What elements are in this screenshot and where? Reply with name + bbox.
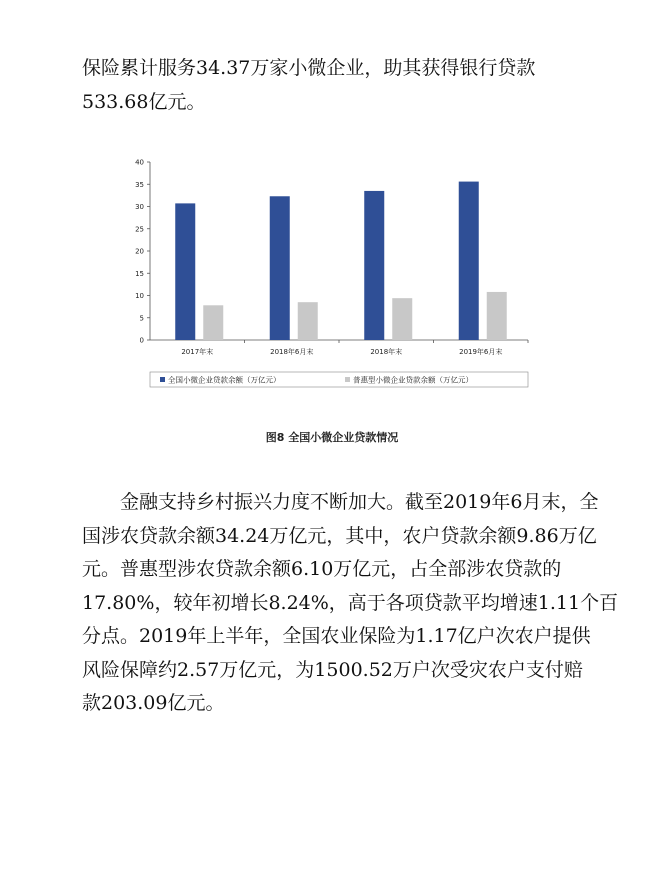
y-tick-label: 10	[135, 292, 144, 300]
paragraph-line: 17.80%，较年初增长8.24%，高于各项贷款平均增速1.11个百	[82, 591, 619, 614]
legend-label: 全国小微企业贷款余额（万亿元）	[168, 375, 281, 385]
legend-swatch	[160, 377, 165, 382]
y-tick-label: 25	[135, 225, 144, 234]
y-tick-label: 0	[139, 336, 144, 345]
y-tick-label: 15	[135, 269, 144, 278]
intro-paragraph	[82, 52, 582, 119]
x-tick-label: 2019年6月末	[459, 348, 503, 356]
y-tick-label: 20	[135, 247, 144, 256]
paragraph-line: 国涉农贷款余额34.24万亿元，其中，农户贷款余额9.86万亿	[82, 524, 597, 547]
paragraph-line: 款203.09亿元。	[82, 692, 225, 714]
paragraph-line: 元。普惠型涉农贷款余额6.10万亿元，占全部涉农贷款的	[82, 558, 562, 580]
x-tick-label: 2018年6月末	[270, 348, 314, 356]
paragraph-line: 保险累计服务34.37万家小微企业，助其获得银行贷款	[82, 57, 536, 79]
bar-total-loans	[270, 196, 290, 340]
bar-inclusive-loans	[392, 298, 412, 340]
rural-finance-paragraph	[82, 486, 619, 721]
y-tick-label: 40	[135, 158, 144, 167]
bar-inclusive-loans	[203, 305, 223, 340]
paragraph-line: 533.68亿元。	[82, 90, 206, 113]
x-tick-label: 2017年末	[181, 348, 214, 356]
paragraph-line: 分点。2019年上半年，全国农业保险为1.17亿户次农户提供	[82, 625, 591, 647]
paragraph-line: 金融支持乡村振兴力度不断加大。截至2019年6月末，全	[120, 491, 599, 513]
figure-caption: 图8 全国小微企业贷款情况	[265, 431, 399, 444]
loan-bar-chart	[120, 150, 540, 395]
bar-total-loans	[459, 182, 479, 340]
bar-total-loans	[364, 191, 384, 340]
x-tick-label: 2018年末	[370, 348, 403, 356]
y-tick-label: 30	[135, 203, 144, 211]
legend-swatch	[345, 377, 350, 382]
legend-label: 普惠型小微企业贷款余额（万亿元）	[353, 375, 473, 385]
y-tick-label: 5	[139, 314, 144, 323]
paragraph-line: 风险保障约2.57万亿元，为1500.52万户次受灾农户支付赔	[82, 658, 583, 681]
bar-inclusive-loans	[298, 302, 318, 340]
bar-inclusive-loans	[487, 292, 507, 340]
y-tick-label: 35	[135, 180, 144, 189]
bar-total-loans	[175, 203, 195, 340]
